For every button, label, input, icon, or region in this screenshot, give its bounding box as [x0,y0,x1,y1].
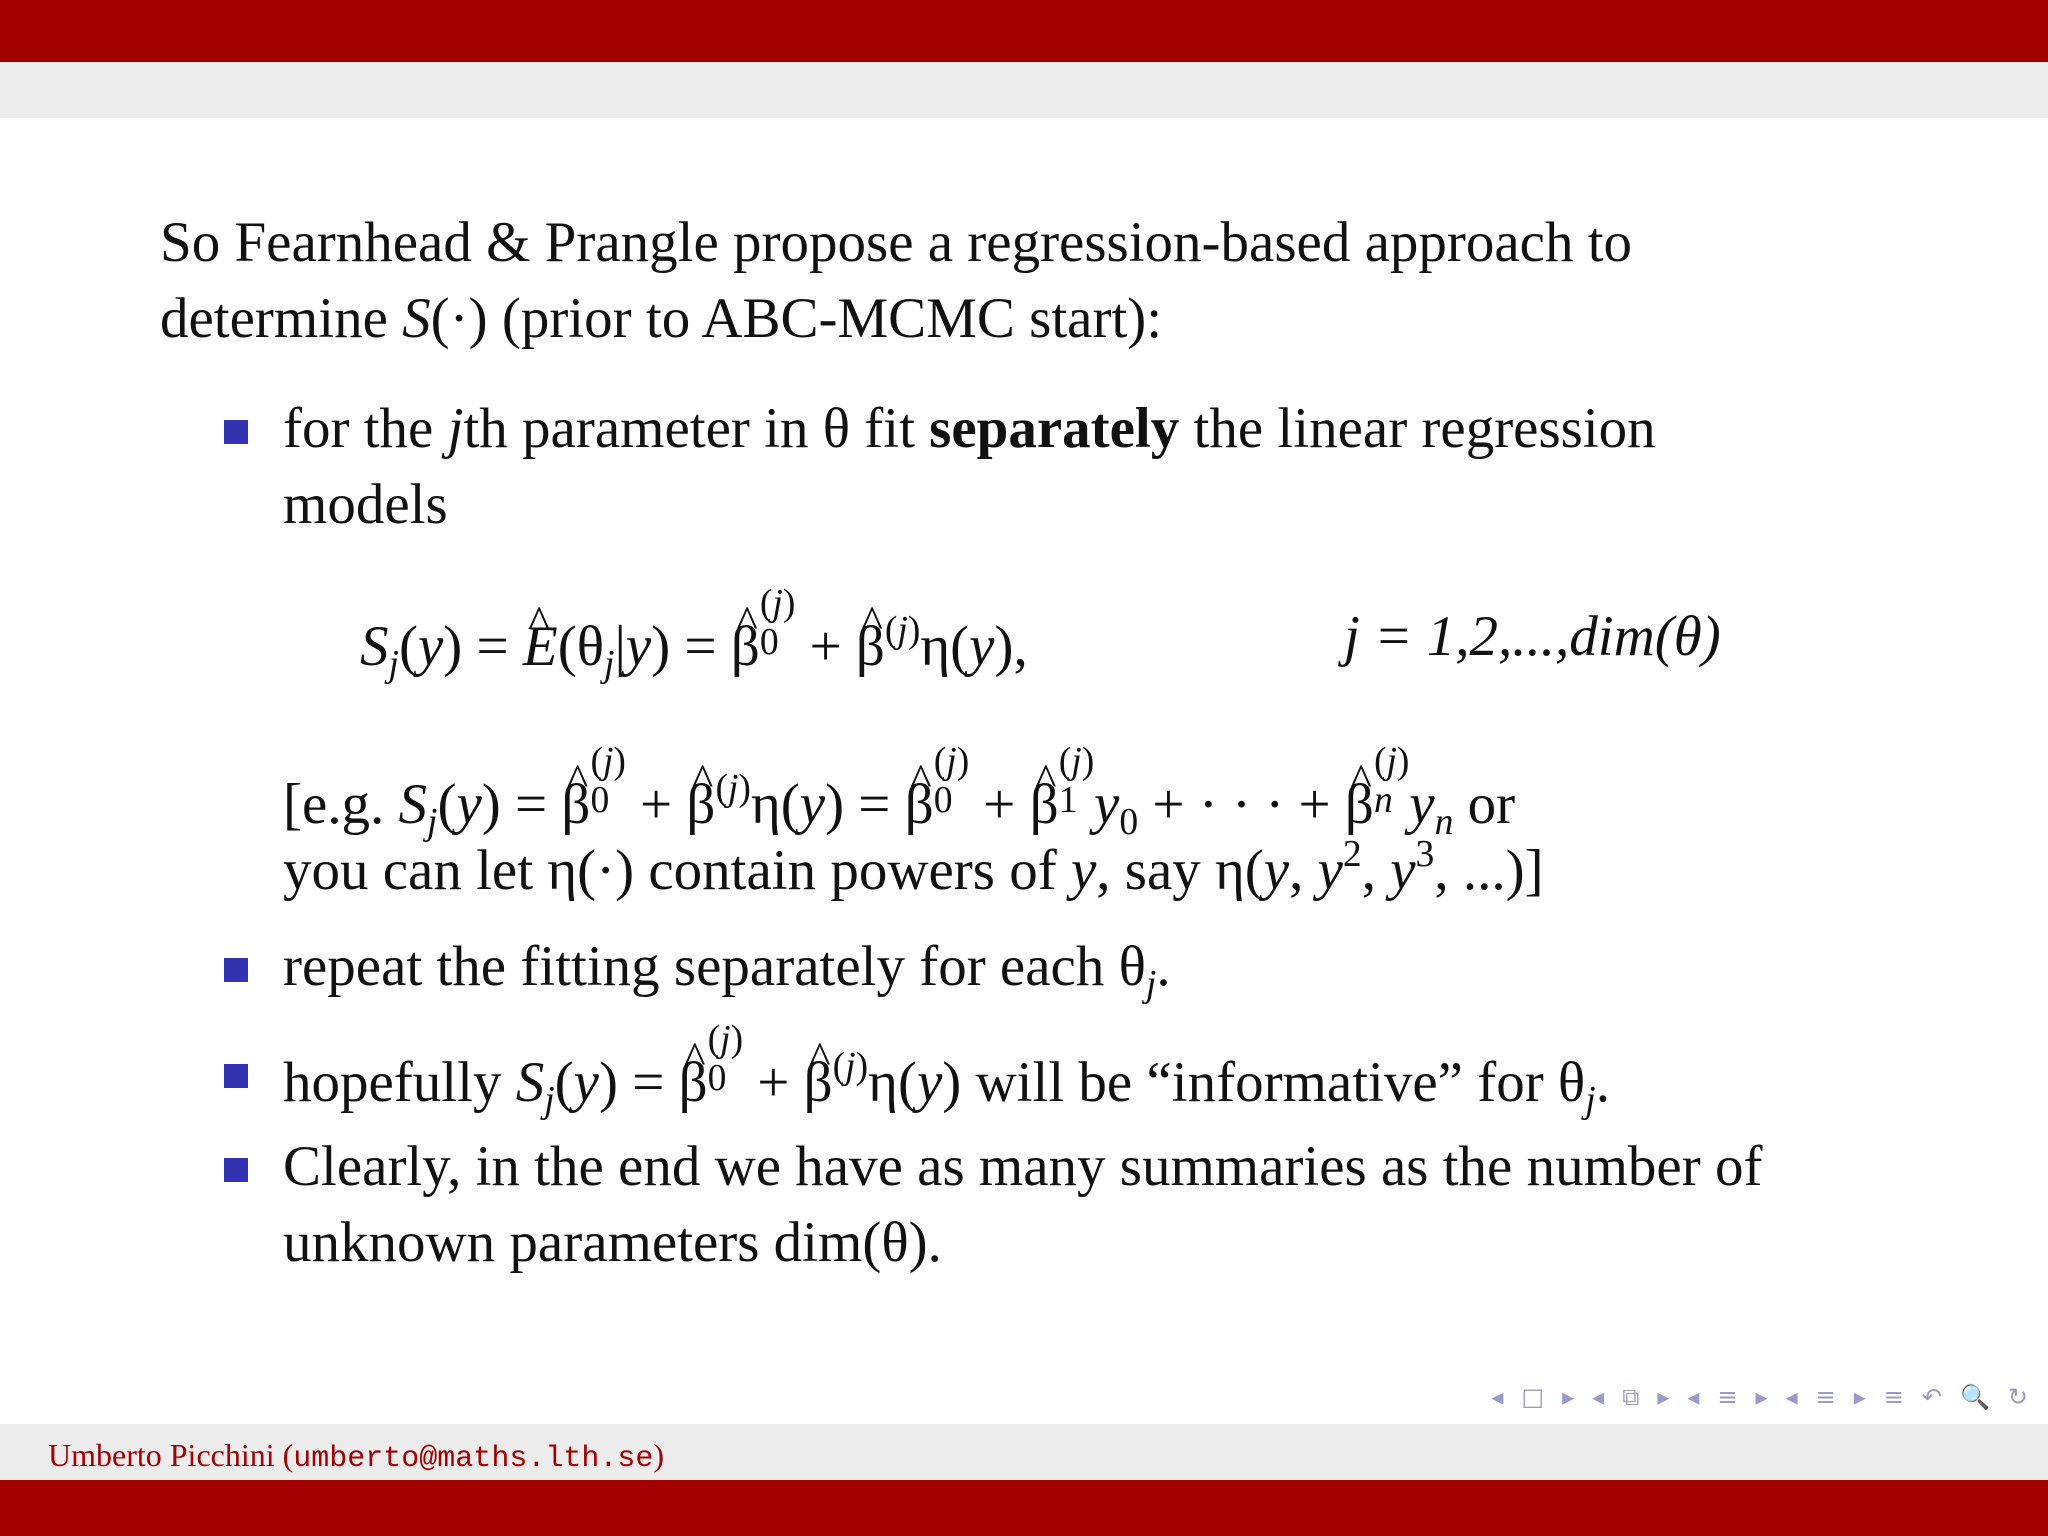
nav-prev-doc-icon[interactable]: ◂ [1785,1383,1798,1411]
footer-email: umberto@maths.lth.se [293,1442,654,1476]
nav-prev-subsection-icon[interactable]: ◂ [1592,1383,1605,1411]
footer-author: Umberto Picchini [48,1437,275,1473]
nav-prev-section-icon[interactable]: ◂ [1687,1383,1700,1411]
nav-doc-icon[interactable]: ≡ [1815,1383,1836,1411]
example-line-1: [e.g. $S_j(y)$ = ^ β (j) 0 + ^ $\beta^{(j)}\eta(y)$ = ^ β (j) 0 + ^ β (j) 1 $y_0$ + · · · + ^ β (j) n $y_n$ or [283,766,1515,833]
slide-content [0,118,2048,1424]
regression-equation: $S_j(y)$ = ^ $E(\theta_j|y)$ = ^ β (j) 0 + ^ $\beta^{(j)}\eta(y)$, [360,608,1028,675]
bullet-1-line-2: models [283,473,448,536]
nav-next-section-icon[interactable]: ▸ [1755,1383,1768,1411]
example-line-2: you can let η(·) contain powers of y, say η(y, $y^2$, $y^3$, ...)] [283,832,1544,902]
bullet-2: repeat the fitting separately for each $\theta_j$. [283,935,1171,1006]
bullet-4-line-1: Clearly, in the end we have as many summaries as the number of [283,1135,1763,1198]
nav-toc-icon[interactable]: ≡ [1883,1383,1904,1411]
nav-back-icon[interactable]: ↶ [1921,1383,1942,1411]
bottom-bar [0,1480,2048,1536]
bullet-1-line-1: for the jth parameter in θ fit separately the linear regression [283,397,1656,460]
bullet-4-line-2: unknown parameters dim(θ). [283,1211,942,1274]
bullet-marker-3 [224,1064,248,1088]
nav-next-doc-icon[interactable]: ▸ [1853,1383,1866,1411]
nav-frame-icon[interactable]: □ [1521,1383,1545,1411]
nav-forward-icon[interactable]: ↻ [2007,1383,2028,1411]
intro-line-1: So Fearnhead & Prangle propose a regression-based approach to [160,211,1633,274]
bullet-marker-1 [224,420,248,444]
nav-next-subsection-icon[interactable]: ▸ [1657,1383,1670,1411]
nav-search-icon[interactable]: 🔍 [1960,1383,1990,1411]
nav-prev-frame-icon[interactable]: ◂ [1491,1383,1504,1411]
bullet-3: hopefully $S_j(y)$ = ^ β (j) 0 + ^ $\beta^{(j)}\eta(y)$ will be “informative” for $\theta_j$. [283,1044,1610,1111]
header-strip [0,62,2048,118]
navigation-symbols [1491,1382,2028,1412]
header-bar [0,0,2048,62]
nav-next-frame-icon[interactable]: ▸ [1562,1383,1575,1411]
nav-section-icon[interactable]: ≡ [1717,1383,1738,1411]
intro-line-2: determine S(·) (prior to ABC-MCMC start): [160,287,1163,350]
equation-index-range: j = 1,2,...,dim(θ) [1344,605,1721,668]
bullet-marker-4 [224,1158,248,1182]
bullet-marker-2 [224,958,248,982]
footer-text: Umberto Picchini (umberto@maths.lth.se) [48,1437,664,1476]
nav-subsection-icon[interactable]: ⧉ [1622,1383,1640,1411]
